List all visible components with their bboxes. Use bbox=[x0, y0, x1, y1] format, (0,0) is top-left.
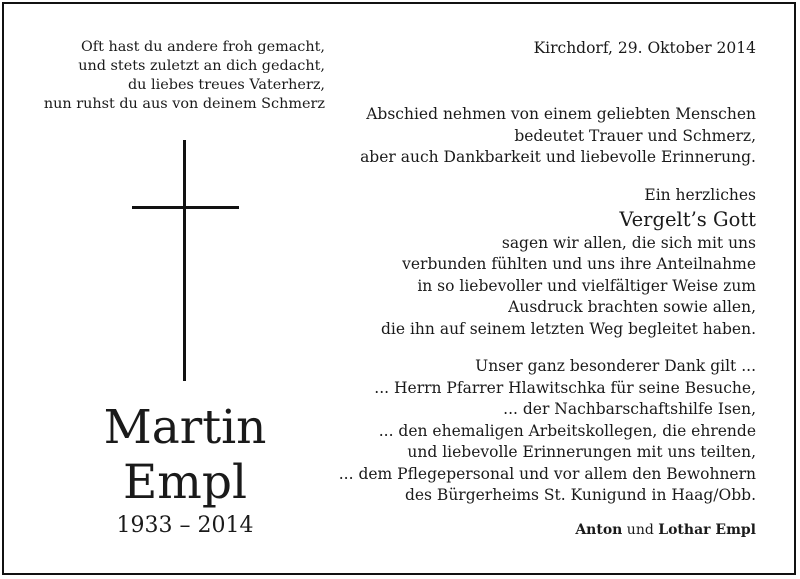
thanks-line: und liebevolle Erinnerungen mit uns teilten, bbox=[407, 443, 756, 461]
thanks-line: ... dem Pflegepersonal und vor allem den Bewohnern bbox=[338, 464, 756, 483]
signature-name-anton: Anton bbox=[575, 522, 623, 538]
poem-line: und stets zuletzt an dich gedacht, bbox=[78, 58, 325, 74]
abschied-line: bedeutet Trauer und Schmerz, bbox=[514, 126, 756, 145]
signature bbox=[330, 520, 756, 540]
abschied-line: aber auch Dankbarkeit und liebevolle Erinnerung. bbox=[360, 148, 756, 166]
dank-line: die ihn auf seinem letzten Weg begleitet haben. bbox=[381, 319, 756, 338]
thanks-line: des Bürgerheims St. Kunigund in Haag/Obb. bbox=[404, 486, 756, 504]
memorial-poem bbox=[40, 38, 325, 114]
life-years: 1933 – 2014 bbox=[116, 513, 254, 538]
signature-name-lothar: Lothar Empl bbox=[658, 522, 756, 538]
poem-line: nun ruhst du aus von deinem Schmerz bbox=[43, 96, 325, 112]
dank-intro: Ein herzliches bbox=[644, 186, 756, 204]
poem-line: Oft hast du andere froh gemacht, bbox=[80, 39, 325, 55]
poem-line: du liebes treues Vaterherz, bbox=[127, 77, 325, 93]
dank-line: verbunden fühlten und uns ihre Anteilnahme bbox=[402, 255, 756, 273]
vergelts-gott-heading: Vergelt’s Gott bbox=[619, 207, 756, 231]
thanks-line: ... den ehemaligen Arbeitskollegen, die ehrende bbox=[378, 421, 756, 440]
place-date: Kirchdorf, 29. Oktober 2014 bbox=[533, 39, 756, 57]
dank-paragraph bbox=[330, 185, 756, 340]
dank-line: sagen wir allen, die sich mit uns bbox=[501, 233, 756, 252]
thanks-line: ... der Nachbarschaftshilfe Isen, bbox=[503, 400, 756, 418]
deceased-last-name: Empl bbox=[123, 455, 247, 510]
cross-horizontal-bar bbox=[132, 206, 239, 209]
cross-vertical-bar bbox=[183, 140, 186, 381]
signature-connector: und bbox=[626, 522, 654, 538]
deceased-first-name: Martin bbox=[103, 400, 267, 455]
dank-line: Ausdruck brachten sowie allen, bbox=[508, 298, 756, 316]
dank-line: in so liebevoller und vielfältiger Weise zum bbox=[417, 276, 756, 295]
thanks-line: Unser ganz besonderer Dank gilt ... bbox=[475, 357, 756, 375]
abschied-line: Abschied nehmen von einem geliebten Menschen bbox=[366, 105, 756, 123]
abschied-paragraph bbox=[330, 104, 756, 169]
besonderer-dank-paragraph bbox=[330, 356, 756, 507]
thanks-line: ... Herrn Pfarrer Hlawitschka für seine Besuche, bbox=[374, 378, 756, 397]
